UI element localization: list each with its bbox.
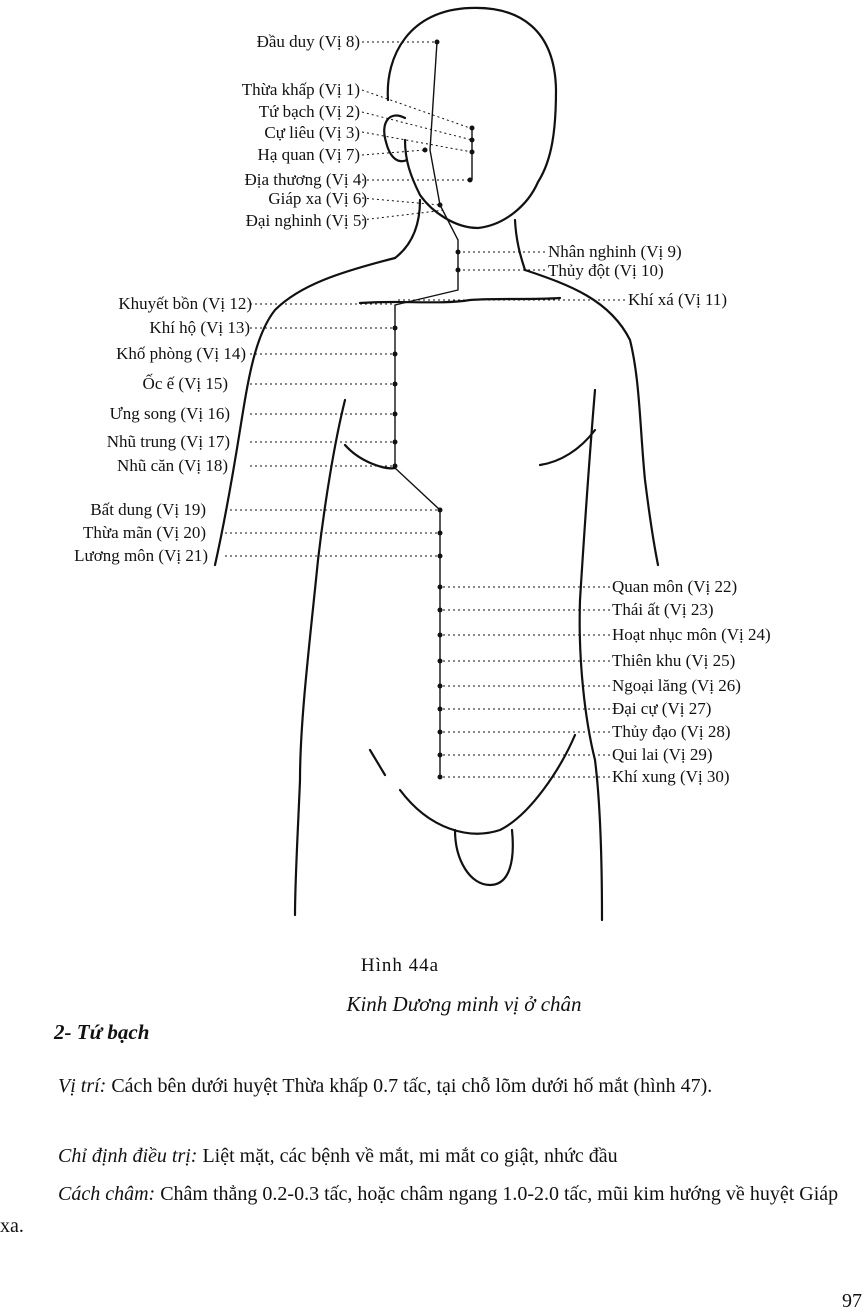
label-nhu-trung: Nhũ trung (Vị 17) [106, 432, 230, 451]
label-hoat-nhuc-mon: Hoạt nhục môn (Vị 24) [612, 625, 771, 644]
label-khi-ho: Khí hộ (Vị 13) [149, 318, 250, 337]
label-nhu-can: Nhũ căn (Vị 18) [117, 456, 228, 475]
groin [400, 735, 575, 834]
label-khuyet-bon: Khuyết bồn (Vị 12) [118, 294, 252, 313]
label-quan-mon: Quan môn (Vị 22) [612, 577, 738, 596]
position-label: Vị trí: [58, 1075, 107, 1097]
ear-outline [384, 115, 407, 161]
label-luong-mon: Lương môn (Vị 21) [74, 546, 208, 565]
shoulder-right [525, 270, 658, 565]
chest-left [345, 445, 395, 468]
label-dau-duy: Đầu duy (Vị 8) [256, 32, 360, 51]
page-number: 97 [842, 1290, 862, 1312]
chest-right [540, 430, 595, 465]
indication-text: Liệt mặt, các bệnh về mắt, mi mắt co giật, nhức đầu [202, 1145, 618, 1167]
indication-label: Chỉ định điều trị: [58, 1145, 198, 1167]
position-text: Cách bên dưới huyệt Thừa khấp 0.7 tấc, tại chỗ lõm dưới hố mắt (hình 47). [111, 1075, 713, 1097]
torso-right [580, 390, 602, 920]
label-dia-thuong: Địa thương (Vị 4) [244, 170, 367, 189]
hip-left [370, 750, 385, 775]
section-heading: 2- Tứ bạch [54, 1020, 150, 1044]
method-paragraph [0, 1178, 860, 1242]
label-giap-xa: Giáp xa (Vị 6) [268, 189, 367, 208]
torso-left [295, 400, 345, 915]
label-thua-man: Thừa mãn (Vị 20) [83, 523, 206, 542]
indication-paragraph [0, 1140, 860, 1172]
position-paragraph [0, 1070, 860, 1102]
label-ung-song: Ưng song (Vị 16) [109, 404, 230, 423]
neck-right [515, 220, 525, 270]
label-thai-at: Thái ất (Vị 23) [612, 600, 714, 619]
label-dai-nghinh: Đại nghinh (Vị 5) [245, 211, 367, 230]
label-bat-dung: Bất dung (Vị 19) [90, 500, 206, 519]
label-thuy-dao: Thủy đạo (Vị 28) [612, 722, 731, 741]
label-dai-cu: Đại cự (Vị 27) [612, 699, 712, 718]
method-label: Cách châm: [58, 1183, 156, 1205]
neck-left [395, 200, 420, 258]
label-oc-e: Ốc ế (Vị 15) [142, 374, 228, 393]
genital [455, 830, 513, 885]
label-khi-xa: Khí xá (Vị 11) [628, 290, 727, 309]
label-cu-lieu: Cự liêu (Vị 3) [264, 123, 360, 142]
head-outline [388, 8, 556, 228]
label-thua-khap: Thừa khấp (Vị 1) [241, 80, 360, 99]
method-text: Châm thẳng 0.2-0.3 tấc, hoặc châm ngang 1.0-2.0 tấc, mũi kim hướng về huyệt Giáp xa. [0, 1183, 839, 1237]
label-thien-khu: Thiên khu (Vị 25) [612, 651, 736, 670]
label-nhan-nghinh: Nhân nghinh (Vị 9) [548, 242, 682, 261]
label-ngoai-lang: Ngoại lăng (Vị 26) [612, 676, 741, 695]
meridian-path [395, 42, 458, 777]
label-ha-quan: Hạ quan (Vị 7) [257, 145, 360, 164]
label-tu-bach: Tứ bạch (Vị 2) [258, 102, 360, 121]
label-kho-phong: Khố phòng (Vị 14) [116, 344, 246, 363]
label-khi-xung: Khí xung (Vị 30) [612, 767, 730, 786]
figure-number: Hình 44a [360, 955, 440, 976]
label-qui-lai: Qui lai (Vị 29) [612, 745, 713, 764]
figure-title: Kinh Dương minh vị ở chân [346, 992, 582, 1016]
label-thuy-dot: Thủy đột (Vị 10) [548, 261, 664, 280]
